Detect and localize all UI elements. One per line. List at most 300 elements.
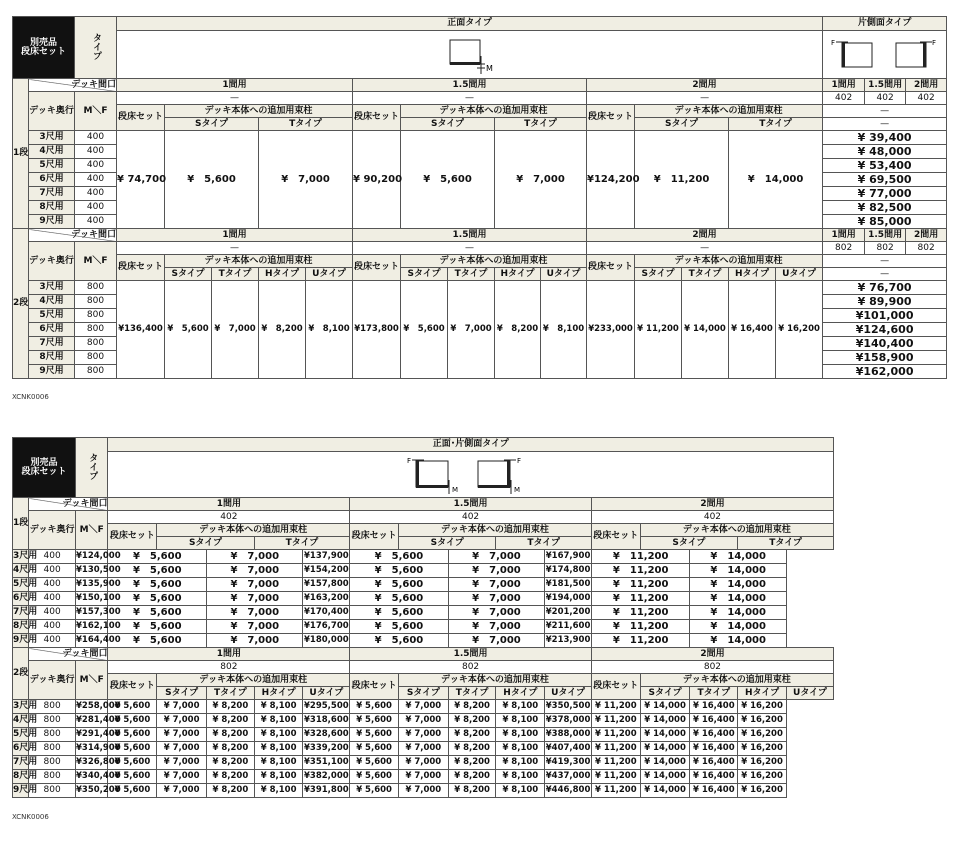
mf-value: 800 [29,742,76,756]
side-extra-dash: — [823,105,947,118]
u-type-price: ¥ 8,100 [496,770,545,784]
t-type-price: ¥ 14,000 [640,728,690,742]
size-2ken: 802 [591,661,833,674]
side-extra-dash: — [823,118,947,131]
front-size-1.5ken: — [353,242,587,255]
step-set-price: ¥180,000 [303,634,350,648]
step-set-price: ¥378,000 [545,714,592,728]
mf-value: 800 [29,714,76,728]
depth-label: 9尺用 [29,215,75,229]
step-set-price: ¥130,500 [75,564,108,578]
u-type-header: Uタイプ [776,268,823,281]
t-type-price: ¥ 7,000 [157,756,207,770]
h-type-price: ¥ 16,400 [690,700,738,714]
size-2ken: 402 [591,511,833,524]
depth-label: 4尺用 [13,714,29,728]
s-type-price: ¥ 5,600 [108,784,157,798]
tier1-label: 1段 [13,518,29,528]
extra-posts-header: デッキ本体への追加用束柱 [401,255,587,268]
depth-label: 8尺用 [13,620,29,634]
depth-label: 6尺用 [13,592,29,606]
u-type-price: ¥ 16,200 [738,728,787,742]
table2-tier2-rows [13,700,834,798]
t-type-price: ¥ 14,000 [690,578,786,592]
step-set-price: ¥328,600 [303,728,350,742]
s-type-price: ¥ 5,600 [108,634,207,648]
depth-label: 5尺用 [29,309,75,323]
extra-posts-header: デッキ本体への追加用束柱 [401,105,587,118]
step-set-price: ¥ 90,200 [353,131,401,229]
type-label: タイプ [91,32,102,60]
h-type-price: ¥ 16,400 [690,714,738,728]
mf-value: 800 [75,281,117,295]
mf-value: 400 [75,215,117,229]
t-type-header: Tタイプ [254,537,349,550]
mf-value: 800 [75,337,117,351]
mf-value: 400 [29,578,76,592]
side-span-2ken: 2間用 [906,79,947,92]
tier2-label: 2段 [13,298,29,308]
step-set-header: 段床セット [117,105,165,131]
t-type-price: ¥ 7,000 [398,756,448,770]
tier2-label-cell [13,229,29,379]
u-type-price: ¥ 8,100 [496,728,545,742]
mf-value: 400 [75,187,117,201]
step-set-price: ¥382,000 [303,770,350,784]
t-type-price: ¥ 7,000 [207,578,303,592]
s-type-price: ¥ 11,200 [591,742,640,756]
h-type-price: ¥ 16,400 [690,728,738,742]
table-row [13,742,834,756]
s-type-price: ¥ 5,600 [108,742,157,756]
side-price: ¥ 77,000 [823,187,947,201]
step-set-price: ¥340,400 [75,770,108,784]
t-type-header: Tタイプ [448,687,496,700]
deck-depth-label: デッキ奥行 [29,661,76,700]
s-type-price: ¥ 5,600 [350,550,449,564]
h-type-price: ¥ 16,400 [690,770,738,784]
t-type-price: ¥ 14,000 [690,550,786,564]
s-type-price: ¥ 11,200 [591,550,690,564]
table-row [13,606,834,620]
mf-value: 400 [29,606,76,620]
t-type-price: ¥ 7,000 [157,742,207,756]
h-type-price: ¥ 8,200 [495,281,541,379]
step-set-price: ¥150,100 [75,592,108,606]
h-type-price: ¥ 16,400 [690,756,738,770]
span-2ken-header: 2間用 [591,498,833,511]
step-set-price: ¥350,500 [545,700,592,714]
extra-posts-header: デッキ本体への追加用束柱 [157,524,350,537]
u-type-price: ¥ 16,200 [738,784,787,798]
side-price: ¥ 82,500 [823,201,947,215]
tier1-label-cell [13,79,29,229]
side-price: ¥140,400 [823,337,947,351]
t-type-price: ¥ 14,000 [640,742,690,756]
side-span-1ken: 1間用 [823,229,865,242]
side-size: 802 [865,242,906,255]
step-set-price: ¥446,800 [545,784,592,798]
side-size: 802 [906,242,947,255]
side-size: 402 [823,92,865,105]
extra-posts-header: デッキ本体への追加用束柱 [165,105,353,118]
t-type-price: ¥ 7,000 [448,550,544,564]
price-table-front-and-side [12,437,834,798]
table1-code: XCNK0006 [12,393,49,401]
s-type-price: ¥ 5,600 [350,756,399,770]
table-row [13,784,834,798]
extra-posts-header: デッキ本体への追加用束柱 [398,674,591,687]
span-1ken-header: 1間用 [117,229,353,242]
deck-span-label: デッキ間口 [29,79,117,92]
extra-posts-header: デッキ本体への追加用束柱 [165,255,353,268]
step-set-header: 段床セット [591,524,640,550]
separate-item-block [13,17,75,79]
s-type-price: ¥ 5,600 [108,770,157,784]
table-row [13,620,834,634]
span-2ken-header: 2間用 [587,79,823,92]
t-type-price: ¥ 7,000 [448,281,495,379]
span-1ken-header: 1間用 [108,648,350,661]
mark-f-right: F [516,456,521,465]
extra-posts-header: デッキ本体への追加用束柱 [640,674,833,687]
span-1.5ken-header: 1.5間用 [350,648,592,661]
side-type-diagram [823,31,947,79]
table-row [13,578,834,592]
mark-f-left: F [830,38,835,47]
h-type-header: Hタイプ [495,268,541,281]
mark-m-text: M [451,485,458,494]
u-type-price: ¥ 16,200 [738,742,787,756]
t-type-price: ¥ 7,000 [207,606,303,620]
step-set-price: ¥295,500 [303,700,350,714]
t-type-header: Tタイプ [207,687,255,700]
t-type-price: ¥ 14,000 [640,700,690,714]
t-type-price: ¥ 7,000 [207,620,303,634]
u-type-price: ¥ 8,100 [254,700,303,714]
front-size-2ken: — [587,92,823,105]
step-set-price: ¥124,200 [587,131,635,229]
h-type-price: ¥ 8,200 [207,700,255,714]
mark-f-right: F [931,38,936,47]
s-type-header: Sタイプ [401,118,495,131]
front-size-1ken: — [117,92,353,105]
t-type-price: ¥ 7,000 [398,728,448,742]
s-type-header: Sタイプ [635,268,682,281]
mf-value: 800 [29,700,76,714]
tier1-label-cell [13,498,29,550]
depth-label: 8尺用 [13,770,29,784]
mf-value: 800 [75,295,117,309]
u-type-header: Uタイプ [541,268,587,281]
step-set-price: ¥350,200 [75,784,108,798]
t-type-price: ¥ 14,000 [640,784,690,798]
t-type-price: ¥ 7,000 [398,700,448,714]
s-type-header: Sタイプ [165,118,259,131]
h-type-price: ¥ 8,200 [207,756,255,770]
tier1-label: 1段 [13,148,29,158]
mf-value: 400 [75,145,117,159]
depth-label: 8尺用 [29,201,75,215]
side-extra-dash: — [823,255,947,268]
t-type-price: ¥ 14,000 [640,756,690,770]
u-type-header: Uタイプ [545,687,592,700]
s-type-header: Sタイプ [635,118,729,131]
s-type-price: ¥ 5,600 [108,592,207,606]
h-type-price: ¥ 8,200 [207,728,255,742]
h-type-header: Hタイプ [259,268,306,281]
mark-m-text: M [513,485,520,494]
mark-m-text: M [485,63,493,73]
depth-label: 3尺用 [13,550,29,564]
side-span-1ken: 1間用 [823,79,865,92]
s-type-price: ¥ 5,600 [165,131,259,229]
step-set-header: 段床セット [353,255,401,281]
t-type-price: ¥ 7,000 [398,742,448,756]
s-type-price: ¥ 5,600 [165,281,212,379]
u-type-price: ¥ 16,200 [776,281,823,379]
type-label-cell [75,438,108,498]
table-row [13,592,834,606]
u-type-header: Uタイプ [303,687,350,700]
step-set-price: ¥437,000 [545,770,592,784]
t-type-price: ¥ 7,000 [207,592,303,606]
mf-value: 800 [75,365,117,379]
h-type-price: ¥ 8,200 [207,784,255,798]
table-row [13,728,834,742]
u-type-price: ¥ 8,100 [496,742,545,756]
h-type-price: ¥ 8,200 [207,714,255,728]
step-set-price: ¥318,600 [303,714,350,728]
span-1.5ken-header: 1.5間用 [353,79,587,92]
table-row [13,550,834,564]
span-1.5ken-header: 1.5間用 [350,498,592,511]
extra-posts-header: デッキ本体への追加用束柱 [635,255,823,268]
mf-value: 400 [29,620,76,634]
step-set-price: ¥174,800 [545,564,592,578]
h-type-price: ¥ 8,200 [448,770,496,784]
step-set-price: ¥167,900 [545,550,592,564]
front-type-diagram [117,31,823,79]
step-set-price: ¥233,000 [587,281,635,379]
t-type-header: Tタイプ [682,268,729,281]
s-type-header: Sタイプ [398,537,496,550]
span-1ken-header: 1間用 [108,498,350,511]
u-type-price: ¥ 8,100 [496,784,545,798]
mf-value: 400 [75,131,117,145]
u-type-header: Uタイプ [306,268,353,281]
s-type-header: Sタイプ [398,687,448,700]
side-size: 802 [823,242,865,255]
s-type-price: ¥ 5,600 [108,620,207,634]
table-row [13,756,834,770]
step-set-header: 段床セット [587,255,635,281]
s-type-price: ¥ 11,200 [591,620,690,634]
side-price: ¥ 76,700 [823,281,947,295]
both-type-diagram [108,452,834,498]
step-set-header: 段床セット [350,524,399,550]
table-row [13,770,834,784]
s-type-price: ¥ 11,200 [591,634,690,648]
t-type-price: ¥ 7,000 [157,784,207,798]
t-type-price: ¥ 7,000 [495,131,587,229]
type-side-header: 片側面タイプ [823,17,947,31]
t-type-header: Tタイプ [496,537,591,550]
deck-span-label: デッキ間口 [29,498,108,511]
h-type-price: ¥ 16,400 [690,784,738,798]
step-set-price: ¥314,900 [75,742,108,756]
span-2ken-header: 2間用 [591,648,833,661]
h-type-price: ¥ 8,200 [448,742,496,756]
t-type-price: ¥ 14,000 [640,714,690,728]
s-type-price: ¥ 5,600 [108,728,157,742]
t-type-price: ¥ 7,000 [398,784,448,798]
t-type-header: Tタイプ [738,537,834,550]
depth-label: 9尺用 [13,634,29,648]
side-price: ¥ 69,500 [823,173,947,187]
depth-label: 9尺用 [29,365,75,379]
h-type-price: ¥ 8,200 [448,784,496,798]
u-type-price: ¥ 8,100 [306,281,353,379]
deck-span-label: デッキ間口 [29,229,117,242]
s-type-header: Sタイプ [401,268,448,281]
mf-label: M＼F [75,92,117,131]
step-set-price: ¥211,600 [545,620,592,634]
side-price: ¥ 53,400 [823,159,947,173]
h-type-header: Hタイプ [254,687,303,700]
tier2-label-cell [13,648,29,700]
mf-value: 800 [75,309,117,323]
t-type-price: ¥ 7,000 [212,281,259,379]
step-set-price: ¥391,800 [303,784,350,798]
span-2ken-header: 2間用 [587,229,823,242]
depth-label: 7尺用 [13,606,29,620]
depth-label: 6尺用 [29,173,75,187]
s-type-price: ¥ 11,200 [591,784,640,798]
extra-posts-header: デッキ本体への追加用束柱 [635,105,823,118]
step-set-price: ¥173,800 [353,281,401,379]
mark-f-left: F [406,456,411,465]
both-type-icon [406,454,536,496]
t-type-price: ¥ 7,000 [207,550,303,564]
mf-value: 400 [29,592,76,606]
step-set-price: ¥ 74,700 [117,131,165,229]
step-set-price: ¥194,000 [545,592,592,606]
u-type-price: ¥ 8,100 [254,770,303,784]
t-type-price: ¥ 14,000 [690,606,786,620]
h-type-price: ¥ 8,200 [448,700,496,714]
side-span-1.5ken: 1.5間用 [865,229,906,242]
s-type-price: ¥ 5,600 [350,578,449,592]
depth-label: 7尺用 [29,187,75,201]
depth-label: 6尺用 [13,742,29,756]
step-set-price: ¥291,400 [75,728,108,742]
step-set-price: ¥201,200 [545,606,592,620]
type-both-header: 正面･片側面タイプ [108,438,834,452]
front-size-2ken: — [587,242,823,255]
s-type-header: Sタイプ [157,687,207,700]
separate-label: 別売品 [30,457,58,468]
step-set-header: 段床セット [591,674,640,700]
t-type-header: Tタイプ [259,118,353,131]
depth-label: 3尺用 [29,131,75,145]
deck-depth-label: デッキ奥行 [29,92,75,131]
depth-label: 8尺用 [29,351,75,365]
h-type-header: Hタイプ [496,687,545,700]
step-set-price: ¥162,100 [75,620,108,634]
front-size-1ken: — [117,242,353,255]
extra-posts-header: デッキ本体への追加用束柱 [157,674,350,687]
size-1ken: 802 [108,661,350,674]
depth-label: 4尺用 [13,564,29,578]
s-type-header: Sタイプ [157,537,255,550]
depth-label: 5尺用 [13,728,29,742]
u-type-price: ¥ 8,100 [541,281,587,379]
side-size: 402 [865,92,906,105]
h-type-header: Hタイプ [738,687,787,700]
type-label-cell [75,17,117,79]
mf-value: 400 [75,201,117,215]
step-set-header: 段床セット [353,105,401,131]
s-type-price: ¥ 5,600 [401,131,495,229]
step-set-price: ¥339,200 [303,742,350,756]
u-type-price: ¥ 8,100 [254,728,303,742]
s-type-price: ¥ 5,600 [350,606,449,620]
side-span-1.5ken: 1.5間用 [865,79,906,92]
s-type-header: Sタイプ [640,687,690,700]
mf-value: 400 [29,634,76,648]
s-type-header: Sタイプ [165,268,212,281]
u-type-price: ¥ 16,200 [738,756,787,770]
side-type-icon [830,34,940,76]
t-type-header: Tタイプ [729,118,823,131]
s-type-price: ¥ 5,600 [350,784,399,798]
h-type-price: ¥ 16,400 [729,281,776,379]
side-price: ¥158,900 [823,351,947,365]
s-type-price: ¥ 11,200 [635,281,682,379]
u-type-price: ¥ 16,200 [738,770,787,784]
s-type-price: ¥ 11,200 [591,606,690,620]
step-set-price: ¥154,200 [303,564,350,578]
separate-label: 別売品 [30,37,58,48]
step-set-price: ¥157,300 [75,606,108,620]
front-type-icon [440,34,500,76]
step-set-price: ¥124,000 [75,550,108,564]
s-type-price: ¥ 5,600 [108,564,207,578]
t-type-price: ¥ 7,000 [157,770,207,784]
mf-value: 800 [29,784,76,798]
t-type-header: Tタイプ [690,687,738,700]
s-type-price: ¥ 5,600 [350,728,399,742]
side-extra-dash: — [823,268,947,281]
table-row [13,564,834,578]
depth-label: 3尺用 [29,281,75,295]
t-type-price: ¥ 7,000 [448,564,544,578]
side-price: ¥ 39,400 [823,131,947,145]
s-type-price: ¥ 11,200 [635,131,729,229]
u-type-price: ¥ 16,200 [738,714,787,728]
side-price: ¥162,000 [823,365,947,379]
step-set-price: ¥170,400 [303,606,350,620]
s-type-price: ¥ 5,600 [108,756,157,770]
t-type-header: Tタイプ [212,268,259,281]
t-type-price: ¥ 14,000 [690,564,786,578]
deck-depth-label: デッキ奥行 [29,511,76,550]
step-set-price: ¥181,500 [545,578,592,592]
u-type-price: ¥ 8,100 [496,756,545,770]
mf-label: M＼F [75,242,117,281]
t-type-price: ¥ 7,000 [157,700,207,714]
